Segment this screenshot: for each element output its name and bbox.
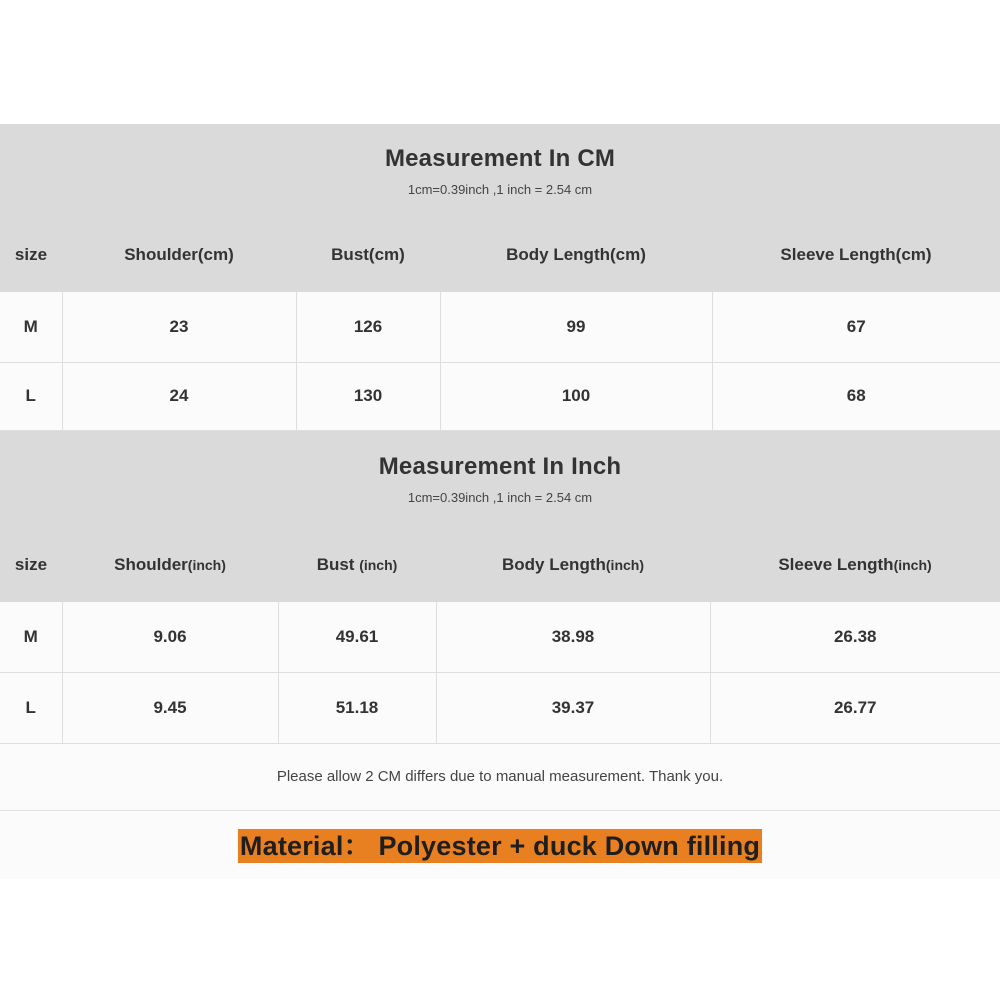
bust-cell: 130: [296, 362, 440, 430]
bust-cell: 49.61: [278, 602, 436, 673]
inch-section-title: Measurement In Inch: [378, 452, 622, 480]
header-label: Bust: [316, 554, 360, 574]
shoulder-cell: 23: [62, 292, 296, 362]
body-length-cell: 99: [440, 292, 712, 362]
column-header-sleeve-length: Sleeve Length(cm): [712, 218, 1000, 292]
shoulder-cell: 9.06: [62, 602, 278, 673]
size-cell: L: [0, 673, 62, 744]
column-header-size: [0, 528, 62, 602]
cm-table-header-row: [0, 218, 1000, 292]
header-unit: (inch): [893, 556, 932, 573]
inch-table-header-row: [0, 528, 1000, 602]
sleeve-length-cell: 26.77: [710, 673, 1000, 744]
table-row: [0, 292, 1000, 362]
header-label: size: [14, 554, 48, 574]
table-row: [0, 362, 1000, 430]
sleeve-length-cell: 68: [712, 362, 1000, 430]
inch-section-header: [0, 431, 1000, 528]
column-header-sleeve-length: [710, 528, 1000, 602]
header-label: Body Length: [502, 554, 606, 574]
measurement-note: Please allow 2 CM differs due to manual measurement. Thank you.: [0, 744, 1000, 811]
column-header-size: size: [0, 218, 62, 292]
table-row: [0, 673, 1000, 744]
inch-size-table: [0, 528, 1000, 745]
size-cell: M: [0, 602, 62, 673]
cm-section-header: [0, 124, 1000, 218]
bust-cell: 126: [296, 292, 440, 362]
header-unit: (inch): [605, 556, 644, 573]
shoulder-cell: 9.45: [62, 673, 278, 744]
column-header-bust: [278, 528, 436, 602]
table-row: [0, 602, 1000, 673]
size-cell: M: [0, 292, 62, 362]
material-row: [0, 811, 1000, 879]
body-length-cell: 39.37: [436, 673, 710, 744]
column-header-body-length: [436, 528, 710, 602]
header-label: Shoulder: [114, 554, 188, 574]
column-header-bust: Bust(cm): [296, 218, 440, 292]
column-header-shoulder: [62, 528, 278, 602]
sleeve-length-cell: 26.38: [710, 602, 1000, 673]
header-unit: (inch): [359, 556, 398, 573]
inch-section-subtitle: 1cm=0.39inch ,1 inch = 2.54 cm: [407, 489, 593, 505]
sleeve-length-cell: 67: [712, 292, 1000, 362]
cm-size-table: [0, 218, 1000, 431]
column-header-shoulder: Shoulder(cm): [62, 218, 296, 292]
bust-cell: 51.18: [278, 673, 436, 744]
shoulder-cell: 24: [62, 362, 296, 430]
body-length-cell: 38.98: [436, 602, 710, 673]
column-header-body-length: Body Length(cm): [440, 218, 712, 292]
header-label: Sleeve Length: [778, 554, 894, 574]
size-cell: L: [0, 362, 62, 430]
cm-section-subtitle: 1cm=0.39inch ,1 inch = 2.54 cm: [407, 182, 593, 197]
header-unit: (inch): [187, 556, 226, 573]
body-length-cell: 100: [440, 362, 712, 430]
cm-section-title: Measurement In CM: [384, 145, 616, 172]
size-chart: [0, 124, 1000, 879]
material-label: Material： Polyester + duck Down filling: [239, 831, 761, 861]
